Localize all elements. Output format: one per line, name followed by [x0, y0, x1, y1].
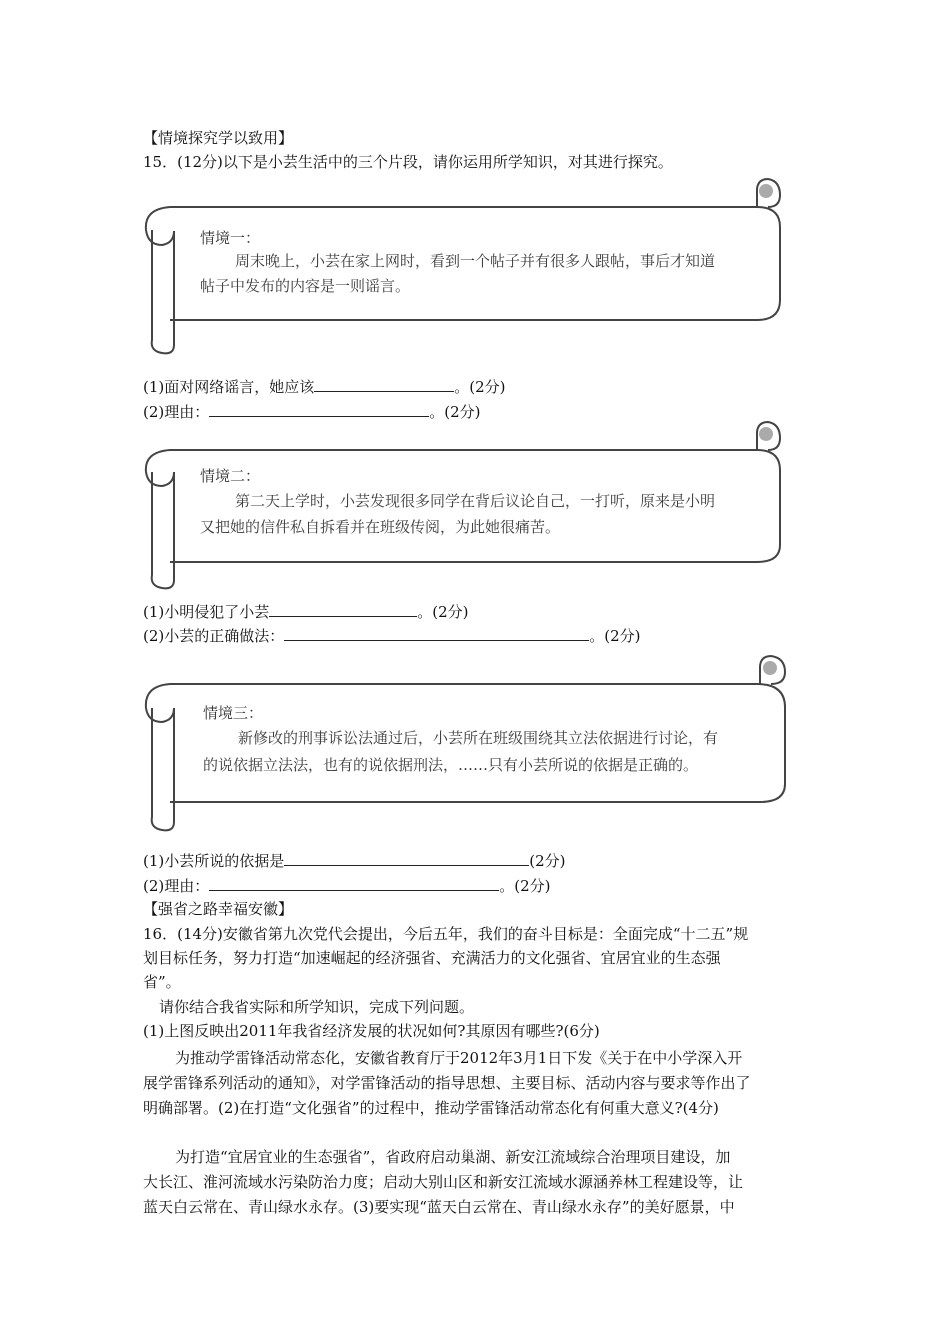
scene-2-q1-prefix: (1)小明侵犯了小芸 [143, 603, 270, 621]
answer-blank[interactable] [209, 875, 499, 891]
q16-line-4: 请你结合我省实际和所学知识，完成下列问题。 [159, 998, 475, 1016]
scene-2-title: 情境二： [200, 467, 261, 485]
scene-1-line-2: 帖子中发布的内容是一则谣言。 [200, 277, 411, 295]
scene-3-title: 情境三： [203, 704, 264, 722]
q16-para3-line-3: 蓝天白云常在、青山绿水永存。(3)要实现“蓝天白云常在、青山绿水永存”的美好愿景，中 [143, 1198, 735, 1216]
scene-2-line-1: 第二天上学时，小芸发现很多同学在背后议论自己，一打听，原来是小明 [235, 492, 716, 510]
q16-line-5: (1)上图反映出2011年我省经济发展的状况如何?其原因有哪些?(6分) [143, 1022, 600, 1040]
q16-para2-line-2: 展学雷锋系列活动的通知》，对学雷锋活动的指导思想、主要目标、活动内容与要求等作出了 [143, 1074, 751, 1092]
scene-3-line-2: 的说依据立法法，也有的说依据刑法，……只有小芸所说的依据是正确的。 [203, 756, 699, 774]
q16-line-1: 16．(14分)安徽省第九次党代会提出，今后五年，我们的奋斗目标是：全面完成“十二五”规 [143, 925, 749, 943]
q16-line-3: 省”。 [143, 973, 181, 991]
scene-1-question-2 [143, 401, 481, 422]
section-heading-2: 【强省之路幸福安徽】 [143, 900, 294, 918]
scene-1-q1-prefix: (1)面对网络谣言，她应该 [143, 378, 315, 396]
q16-line-2: 划目标任务，努力打造“加速崛起的经济强省、充满活力的文化强省、宜居宜业的生态强 [143, 949, 721, 967]
q16-para2-line-3: 明确部署。(2)在打造“文化强省”的过程中，推动学雷锋活动常态化有何重大意义?(4分) [143, 1099, 719, 1117]
scene-2-q2-prefix: (2)小芸的正确做法： [143, 627, 285, 645]
scene-2-scroll [140, 420, 790, 595]
scene-1-q1-suffix: 。(2分) [454, 378, 506, 396]
scene-1-q2-prefix: (2)理由： [143, 403, 210, 421]
answer-blank[interactable] [284, 850, 529, 866]
question-15-stem: 15．(12分)以下是小芸生活中的三个片段，请你运用所学知识，对其进行探究。 [143, 153, 673, 171]
scene-3-q2-prefix: (2)理由： [143, 877, 210, 895]
section-heading-1: 【情境探究学以致用】 [143, 129, 294, 147]
answer-blank[interactable] [284, 625, 589, 641]
scene-3-scroll [140, 652, 790, 837]
scene-2-question-2 [143, 625, 641, 646]
scene-3-q2-suffix: 。(2分) [499, 877, 551, 895]
q16-para2-line-1: 为推动学雷锋活动常态化，安徽省教育厅于2012年3月1日下发《关于在中小学深入开 [175, 1049, 743, 1067]
scene-3-line-1: 新修改的刑事诉讼法通过后，小芸所在班级围绕其立法依据进行讨论，有 [238, 729, 719, 747]
scene-2-q2-suffix: 。(2分) [589, 627, 641, 645]
q16-para3-line-2: 大长江、淮河流域水污染防治力度；启动大别山区和新安江流域水源涵养林工程建设等，让 [143, 1173, 744, 1191]
q16-para3-line-1: 为打造“宜居宜业的生态强省”，省政府启动巢湖、新安江流域综合治理项目建设，加 [175, 1148, 731, 1166]
scene-3-question-1 [143, 850, 566, 871]
scene-1-q2-suffix: 。(2分) [429, 403, 481, 421]
answer-blank[interactable] [314, 376, 454, 392]
answer-blank[interactable] [269, 601, 417, 617]
answer-blank[interactable] [209, 401, 429, 417]
scene-1-title: 情境一： [200, 229, 261, 247]
scene-2-line-2: 又把她的信件私自拆看并在班级传阅，为此她很痛苦。 [200, 518, 561, 536]
scene-2-question-1 [143, 601, 469, 622]
scene-3-q1-suffix: (2分) [529, 852, 566, 870]
scene-3-question-2 [143, 875, 551, 896]
scene-1-line-1: 周末晚上，小芸在家上网时，看到一个帖子并有很多人跟帖，事后才知道 [235, 252, 716, 270]
scene-1-question-1 [143, 376, 506, 397]
scene-1-scroll [140, 175, 790, 355]
scene-2-q1-suffix: 。(2分) [417, 603, 469, 621]
scene-3-q1-prefix: (1)小芸所说的依据是 [143, 852, 285, 870]
